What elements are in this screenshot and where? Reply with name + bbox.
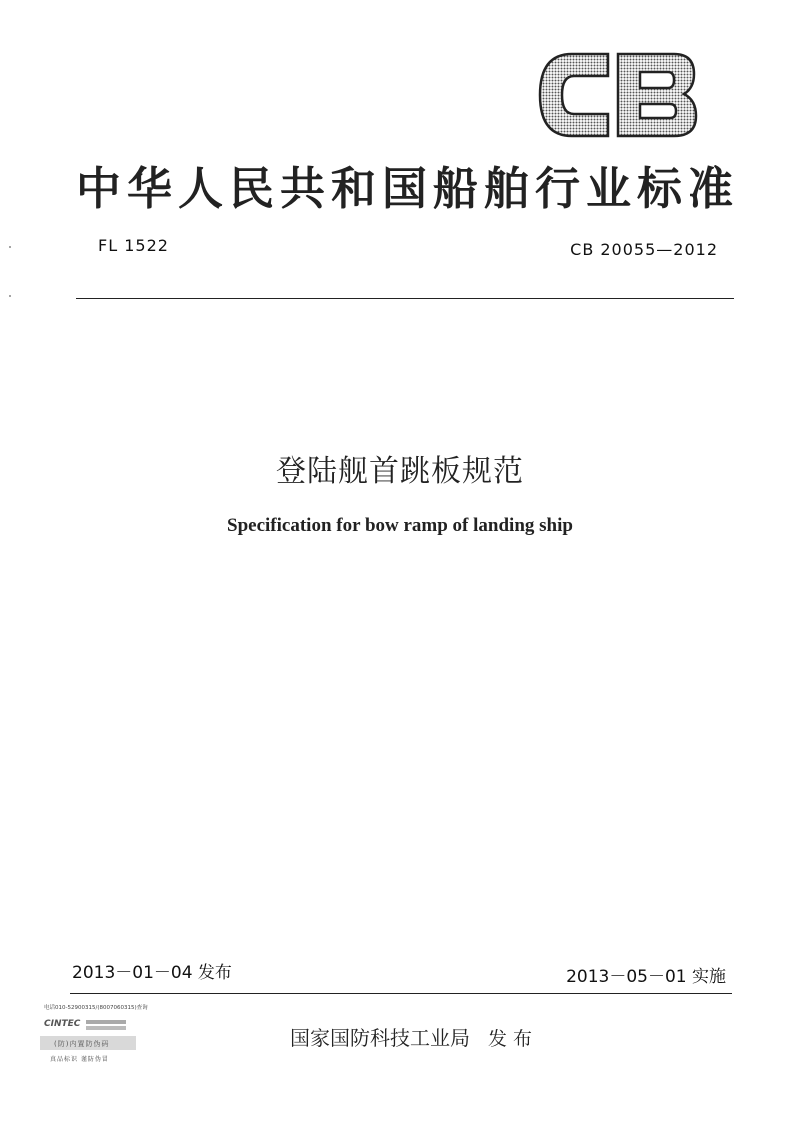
- publisher-name: 国家国防科技工业局: [290, 1026, 470, 1050]
- standard-number: CB 20055—2012: [570, 240, 718, 259]
- issue-date: 2013－01－04 发布: [72, 963, 232, 983]
- margin-mark: [9, 295, 11, 297]
- security-label-brand: CINTEC: [44, 1019, 81, 1029]
- security-label-box-text: (防)内置防伪码: [54, 1040, 110, 1048]
- document-title-en: Specification for bow ramp of landing ship: [227, 515, 573, 536]
- header-divider: [76, 298, 734, 299]
- publisher-action: 发 布: [488, 1028, 533, 1050]
- cb-logo: [536, 52, 698, 138]
- margin-mark: [9, 246, 11, 248]
- publisher: [290, 1022, 532, 1051]
- implementation-date: 2013－05－01 实施: [566, 967, 726, 987]
- standard-title: 中华人民共和国船舶行业标准: [76, 162, 740, 215]
- security-label-tel: 电话010-52900315/(8007060315)查询: [44, 1005, 148, 1011]
- document-title-cn: 登陆舰首跳板规范: [276, 454, 524, 489]
- classification-code: FL 1522: [98, 236, 169, 255]
- security-label-caption: 真品标识 谨防伪冒: [50, 1056, 109, 1063]
- footer-divider: [70, 993, 732, 994]
- security-label-logo: [84, 1017, 128, 1031]
